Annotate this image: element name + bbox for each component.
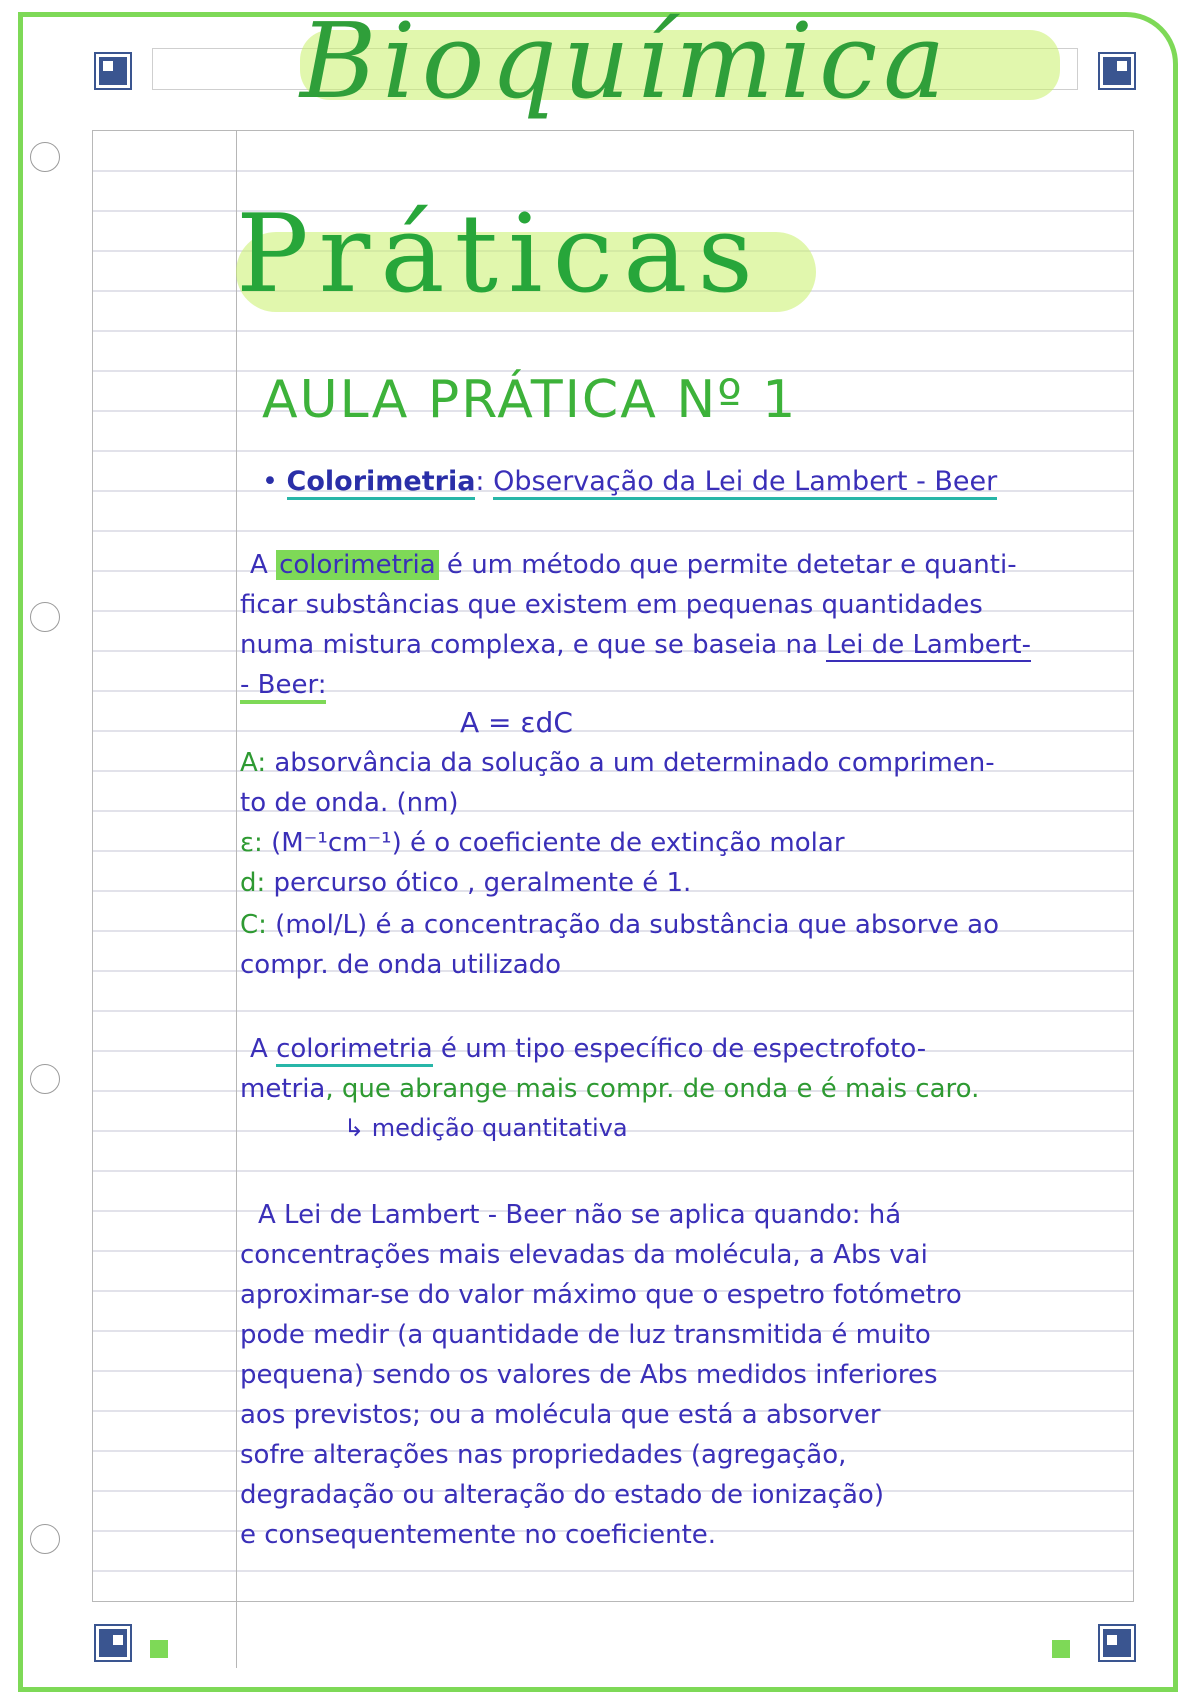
corner-mark-icon <box>1100 54 1134 88</box>
p3-line: degradação ou alteração do estado de ionização) <box>240 1480 884 1510</box>
green-square-icon <box>1052 1640 1070 1658</box>
note-text: medição quantitativa <box>371 1114 628 1142</box>
definition-text: percurso ótico , geralmente é 1. <box>265 868 692 898</box>
p2-line-1 <box>250 1034 926 1064</box>
corner-mark-icon <box>96 54 130 88</box>
definition-line <box>240 868 691 898</box>
p3-line: concentrações mais elevadas da molécula, a Abs vai <box>240 1240 928 1270</box>
corner-mark-icon <box>96 1626 130 1660</box>
definition-text: absorvância da solução a um determinado comprimen- <box>266 748 995 778</box>
p2-text: metria <box>240 1074 326 1104</box>
p1-line-4 <box>240 670 326 700</box>
p1-line-3 <box>240 630 1031 660</box>
definition-symbol: C: <box>240 910 267 940</box>
binder-hole <box>30 1524 60 1554</box>
p3-line: e consequentemente no coeficiente. <box>240 1520 717 1550</box>
p1-text: A <box>250 550 277 580</box>
definition-text: to de onda. (nm) <box>240 788 459 818</box>
margin-line <box>236 130 237 1668</box>
p2-text-green: , que abrange mais compr. de onda e é mais caro. <box>325 1074 980 1104</box>
topic-term: Colorimetria <box>287 466 476 500</box>
p3-line: aos previstos; ou a molécula que está a absorver <box>240 1400 881 1430</box>
definition-line <box>240 748 995 778</box>
law-name-end: - Beer: <box>240 670 326 704</box>
p1-line-1 <box>250 550 1017 580</box>
definition-symbol: A: <box>240 748 267 778</box>
arrow-icon: ↳ <box>344 1114 365 1142</box>
definition-line <box>240 950 561 980</box>
p1-line-2: ficar substâncias que existem em pequenas quantidades <box>240 590 983 620</box>
p3-line: pode medir (a quantidade de luz transmitida é muito <box>240 1320 931 1350</box>
bullet: • <box>262 466 278 497</box>
p3-line: pequena) sendo os valores de Abs medidos inferiores <box>240 1360 938 1390</box>
title-main: Bioquímica <box>300 0 952 122</box>
topic-separator: : <box>475 466 485 497</box>
binder-hole <box>30 1064 60 1094</box>
binder-hole <box>30 602 60 632</box>
page-heading: AULA PRÁTICA Nº 1 <box>262 370 798 430</box>
title-sub: Práticas <box>236 192 763 317</box>
p2-line-2 <box>240 1074 979 1104</box>
definition-symbol: ε: <box>240 828 263 858</box>
p2-text: A <box>250 1034 277 1064</box>
corner-mark-icon <box>1100 1626 1134 1660</box>
topic-subtitle: Observação da Lei de Lambert - Beer <box>493 466 997 500</box>
formula: A = εdC <box>460 706 573 739</box>
topic-line <box>262 466 997 497</box>
law-name: Lei de Lambert- <box>826 630 1031 660</box>
p3-line: aproximar-se do valor máximo que o espetro fotómetro <box>240 1280 962 1310</box>
p2-term: colorimetria <box>276 1034 433 1067</box>
p2-note <box>344 1114 628 1142</box>
green-square-icon <box>150 1640 168 1658</box>
p2-text: é um tipo específico de espectrofoto- <box>432 1034 927 1064</box>
definition-line <box>240 910 999 940</box>
definition-symbol: d: <box>240 868 266 898</box>
definition-text: (mol/L) é a concentração da substância que absorve ao <box>266 910 999 940</box>
p1-text: é um método que permite detetar e quanti- <box>438 550 1017 580</box>
definition-text: (M⁻¹cm⁻¹) é o coeficiente de extinção molar <box>262 828 845 858</box>
p3-line: A Lei de Lambert - Beer não se aplica quando: há <box>258 1200 902 1230</box>
definition-text: compr. de onda utilizado <box>240 950 562 980</box>
highlighted-term: colorimetria <box>276 550 439 580</box>
p1-text: numa mistura complexa, e que se baseia na <box>240 630 827 660</box>
definition-line <box>240 788 459 818</box>
p3-line: sofre alterações nas propriedades (agregação, <box>240 1440 847 1470</box>
binder-hole <box>30 142 60 172</box>
definition-line <box>240 828 845 858</box>
